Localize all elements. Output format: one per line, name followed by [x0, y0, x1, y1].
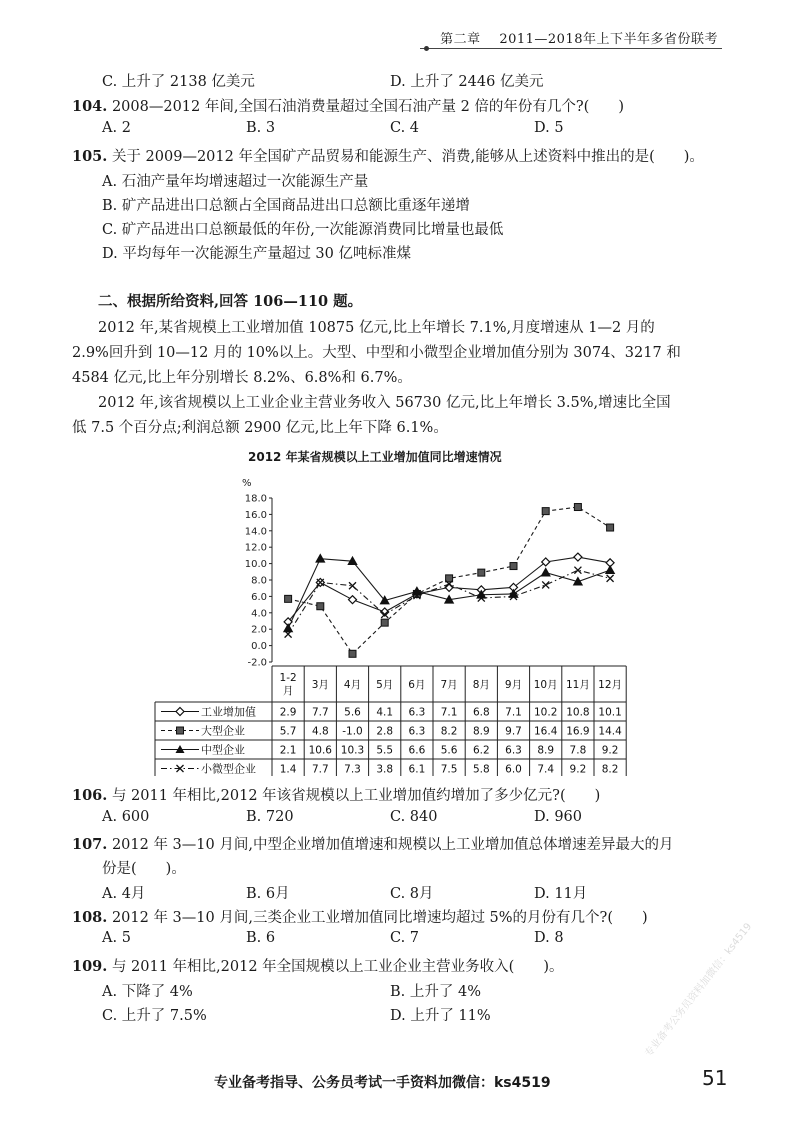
data-value: 5.6 [440, 744, 458, 757]
q109-stem [72, 955, 564, 976]
q107-number: 107. [72, 836, 108, 853]
series-4-point [542, 581, 549, 588]
legend-label-4: 小微型企业 [201, 762, 256, 776]
series-2-point [510, 563, 517, 570]
data-value: 16.9 [566, 725, 590, 738]
x-tick-label: 11月 [565, 679, 590, 691]
q105-option-c: C. 矿产品进出口总额最低的年份,一次能源消费同比增量也最低 [102, 222, 504, 238]
y-tick-label: -2.0 [247, 657, 267, 669]
data-value: 9.2 [569, 763, 587, 776]
x-tick-label: 6月 [408, 679, 426, 691]
series-2-point [285, 595, 292, 602]
data-value: 2.8 [376, 725, 394, 738]
running-header [440, 28, 718, 47]
y-tick-label: 16.0 [244, 509, 267, 521]
q109-number: 109. [72, 958, 108, 975]
x-tick-label: 月 [282, 685, 294, 697]
series-4-point [574, 567, 581, 574]
series-3-point [606, 566, 615, 574]
q105-option-a: A. 石油产量年均增速超过一次能源生产量 [102, 174, 369, 190]
q108-number: 108. [72, 909, 108, 926]
data-value: 2.9 [279, 706, 297, 719]
data-value: 3.8 [376, 763, 394, 776]
q104-number: 104. [72, 98, 108, 115]
series-1-point [349, 596, 357, 604]
passage-p1-line1: 2012 年,某省规模上工业增加值 10875 亿元,比上年增长 7.1%,月度增速从 1—2 月的 [98, 320, 655, 336]
q107-stem [72, 833, 673, 854]
data-value: 7.4 [537, 763, 555, 776]
x-tick-label: 10月 [533, 679, 558, 691]
q106-option-b: B. 720 [246, 809, 294, 825]
x-tick-label: 8月 [472, 679, 490, 691]
q108-option-d: D. 8 [534, 930, 564, 946]
data-value: 8.9 [537, 744, 555, 757]
q108-option-a: A. 5 [102, 930, 131, 946]
y-tick-label: 14.0 [244, 526, 267, 538]
y-tick-label: 10.0 [244, 559, 267, 571]
data-value: 7.7 [311, 706, 329, 719]
x-tick-label: 7月 [440, 679, 458, 691]
data-value: 4.8 [311, 725, 329, 738]
data-value: 1.4 [279, 763, 297, 776]
passage-p1-line3: 4584 亿元,比上年分别增长 8.2%、6.8%和 6.7%。 [72, 370, 412, 386]
q109-option-b: B. 上升了 4% [390, 984, 481, 1000]
passage-p2-line2: 低 7.5 个百分点;利润总额 2900 亿元,比上年下降 6.1%。 [72, 420, 448, 436]
data-value: 6.6 [408, 744, 426, 757]
legend-label-2: 大型企业 [201, 724, 245, 738]
data-value: 10.6 [308, 744, 332, 757]
data-value: 6.0 [505, 763, 522, 776]
data-value: 7.7 [311, 763, 329, 776]
q108-text: 2012 年 3—10 月间,三类企业工业增加值同比增速均超过 5%的月份有几个?( ) [111, 910, 648, 926]
data-value: 6.1 [408, 763, 426, 776]
x-tick-label: 4月 [343, 679, 362, 691]
series-3-point [541, 568, 550, 576]
x-tick-label: 5月 [376, 679, 394, 691]
x-tick-label: 9月 [504, 679, 523, 691]
q103-option-d: D. 上升了 2446 亿美元 [390, 74, 544, 90]
y-tick-label: 12.0 [244, 542, 267, 554]
series-2-point [574, 504, 581, 511]
data-value: 10.1 [598, 706, 622, 719]
q104-stem [72, 95, 624, 116]
q105-option-b: B. 矿产品进出口总额占全国商品进出口总额比重逐年递增 [102, 198, 470, 214]
q104-option-a: A. 2 [102, 120, 131, 136]
data-value: 10.8 [566, 706, 590, 719]
y-tick-label: 6.0 [251, 591, 267, 603]
data-value: 16.4 [534, 725, 558, 738]
q104-option-d: D. 5 [534, 120, 564, 136]
q103-option-c: C. 上升了 2138 亿美元 [102, 74, 255, 90]
q105-text: 关于 2009—2012 年全国矿产品贸易和能源生产、消费,能够从上述资料中推出的是( )。 [111, 149, 704, 165]
x-tick-label: 3月 [311, 679, 329, 691]
data-value: 5.5 [376, 744, 394, 757]
q106-option-c: C. 840 [390, 809, 438, 825]
q107-option-b: B. 6月 [246, 886, 290, 902]
page-number: 51 [702, 1066, 728, 1090]
y-tick-label: 8.0 [251, 575, 267, 587]
q104-option-b: B. 3 [246, 120, 276, 136]
q107-option-a: A. 4月 [102, 886, 146, 902]
q106-option-d: D. 960 [534, 809, 583, 825]
series-4-point [607, 575, 614, 582]
q108-option-c: C. 7 [390, 930, 420, 946]
data-value: 9.7 [505, 725, 522, 738]
data-value: 9.2 [601, 744, 619, 757]
q106-text: 与 2011 年相比,2012 年该省规模以上工业增加值约增加了多少亿元?( ) [111, 788, 601, 804]
q106-option-a: A. 600 [102, 809, 150, 825]
series-2-point [607, 524, 614, 531]
data-value: 7.3 [344, 763, 361, 776]
q108-option-b: B. 6 [246, 930, 276, 946]
q108-stem [72, 906, 648, 927]
q106-stem [72, 784, 600, 805]
series-3-point [316, 554, 325, 562]
data-value: 5.8 [472, 763, 490, 776]
x-tick-label: 12月 [598, 679, 623, 691]
data-value: 2.1 [279, 744, 297, 757]
series-2-point [381, 619, 388, 626]
data-value: 7.8 [569, 744, 587, 757]
header-title: 2011—2018年上下半年多省份联考 [499, 32, 718, 47]
legend-label-1: 工业增加值 [201, 705, 256, 719]
data-value: 5.7 [279, 725, 297, 738]
watermark-text: 专业备考公务员资料加微信：ks4519 [643, 921, 755, 1060]
q105-stem [72, 145, 704, 166]
series-2-point [349, 650, 356, 657]
data-value: 6.8 [472, 706, 490, 719]
series-1-point [574, 553, 582, 561]
data-value: 6.3 [408, 706, 426, 719]
q107-text-line2: 份是( )。 [102, 861, 186, 877]
data-value: -1.0 [342, 725, 363, 738]
data-value: 8.2 [601, 763, 619, 776]
y-tick-label: 4.0 [251, 608, 267, 620]
data-value: 14.4 [598, 725, 622, 738]
q109-option-a: A. 下降了 4% [102, 984, 193, 1000]
data-value: 5.6 [344, 706, 361, 719]
passage-p2-line1: 2012 年,该省规模以上工业企业主营业务收入 56730 亿元,比上年增长 3.5%,增速比全国 [98, 395, 671, 411]
q104-option-c: C. 4 [390, 120, 420, 136]
header-rule [420, 48, 722, 49]
data-value: 7.5 [440, 763, 458, 776]
data-value: 8.2 [440, 725, 458, 738]
q107-option-c: C. 8月 [390, 886, 434, 902]
footer-text: 专业备考指导、公务员考试一手资料加微信：ks4519 [214, 1075, 551, 1091]
section-title: 二、根据所给资料,回答 106—110 题。 [98, 293, 363, 310]
y-tick-label: 0.0 [251, 641, 267, 653]
chapter-label: 第二章 [440, 32, 481, 47]
data-value: 6.2 [472, 744, 490, 757]
data-value: 10.3 [340, 744, 365, 757]
q107-option-d: D. 11月 [534, 886, 588, 902]
series-line-3 [288, 559, 610, 629]
q109-text: 与 2011 年相比,2012 年全国规模以上工业企业主营业务收入( )。 [111, 959, 564, 975]
x-tick-label: 1-2 [279, 672, 297, 684]
data-value: 10.2 [534, 706, 558, 719]
header-dot [424, 46, 429, 51]
y-tick-label: 2.0 [251, 624, 267, 636]
y-tick-label: 18.0 [244, 493, 267, 505]
series-2-point [542, 508, 549, 515]
series-2-point [478, 569, 485, 576]
chart-title: 2012 年某省规模以上工业增加值同比增速情况 [248, 450, 502, 464]
data-value: 8.9 [472, 725, 490, 738]
q104-text: 2008—2012 年间,全国石油消费量超过全国石油产量 2 倍的年份有几个?( ) [111, 99, 624, 115]
passage-p1-line2: 2.9%回升到 10—12 月的 10%以上。大型、中型和小微型企业增加值分别为 3074、3217 和 [72, 345, 681, 361]
q105-option-d: D. 平均每年一次能源生产量超过 30 亿吨标准煤 [102, 246, 411, 262]
line-chart [150, 476, 630, 776]
q106-number: 106. [72, 787, 108, 804]
data-value: 7.1 [505, 706, 522, 719]
y-axis-unit: % [242, 478, 252, 489]
data-value: 6.3 [408, 725, 426, 738]
legend-label-3: 中型企业 [201, 743, 245, 757]
legend-marker-2 [177, 727, 184, 734]
data-value: 7.1 [440, 706, 458, 719]
legend-marker-1 [176, 708, 184, 716]
data-value: 6.3 [505, 744, 522, 757]
q109-option-c: C. 上升了 7.5% [102, 1008, 207, 1024]
q107-text-line1: 2012 年 3—10 月间,中型企业增加值增速和规模以上工业增加值总体增速差异最大的月 [111, 837, 674, 853]
data-value: 4.1 [376, 706, 394, 719]
q109-option-d: D. 上升了 11% [390, 1008, 491, 1024]
series-2-point [317, 603, 324, 610]
q105-number: 105. [72, 148, 108, 165]
